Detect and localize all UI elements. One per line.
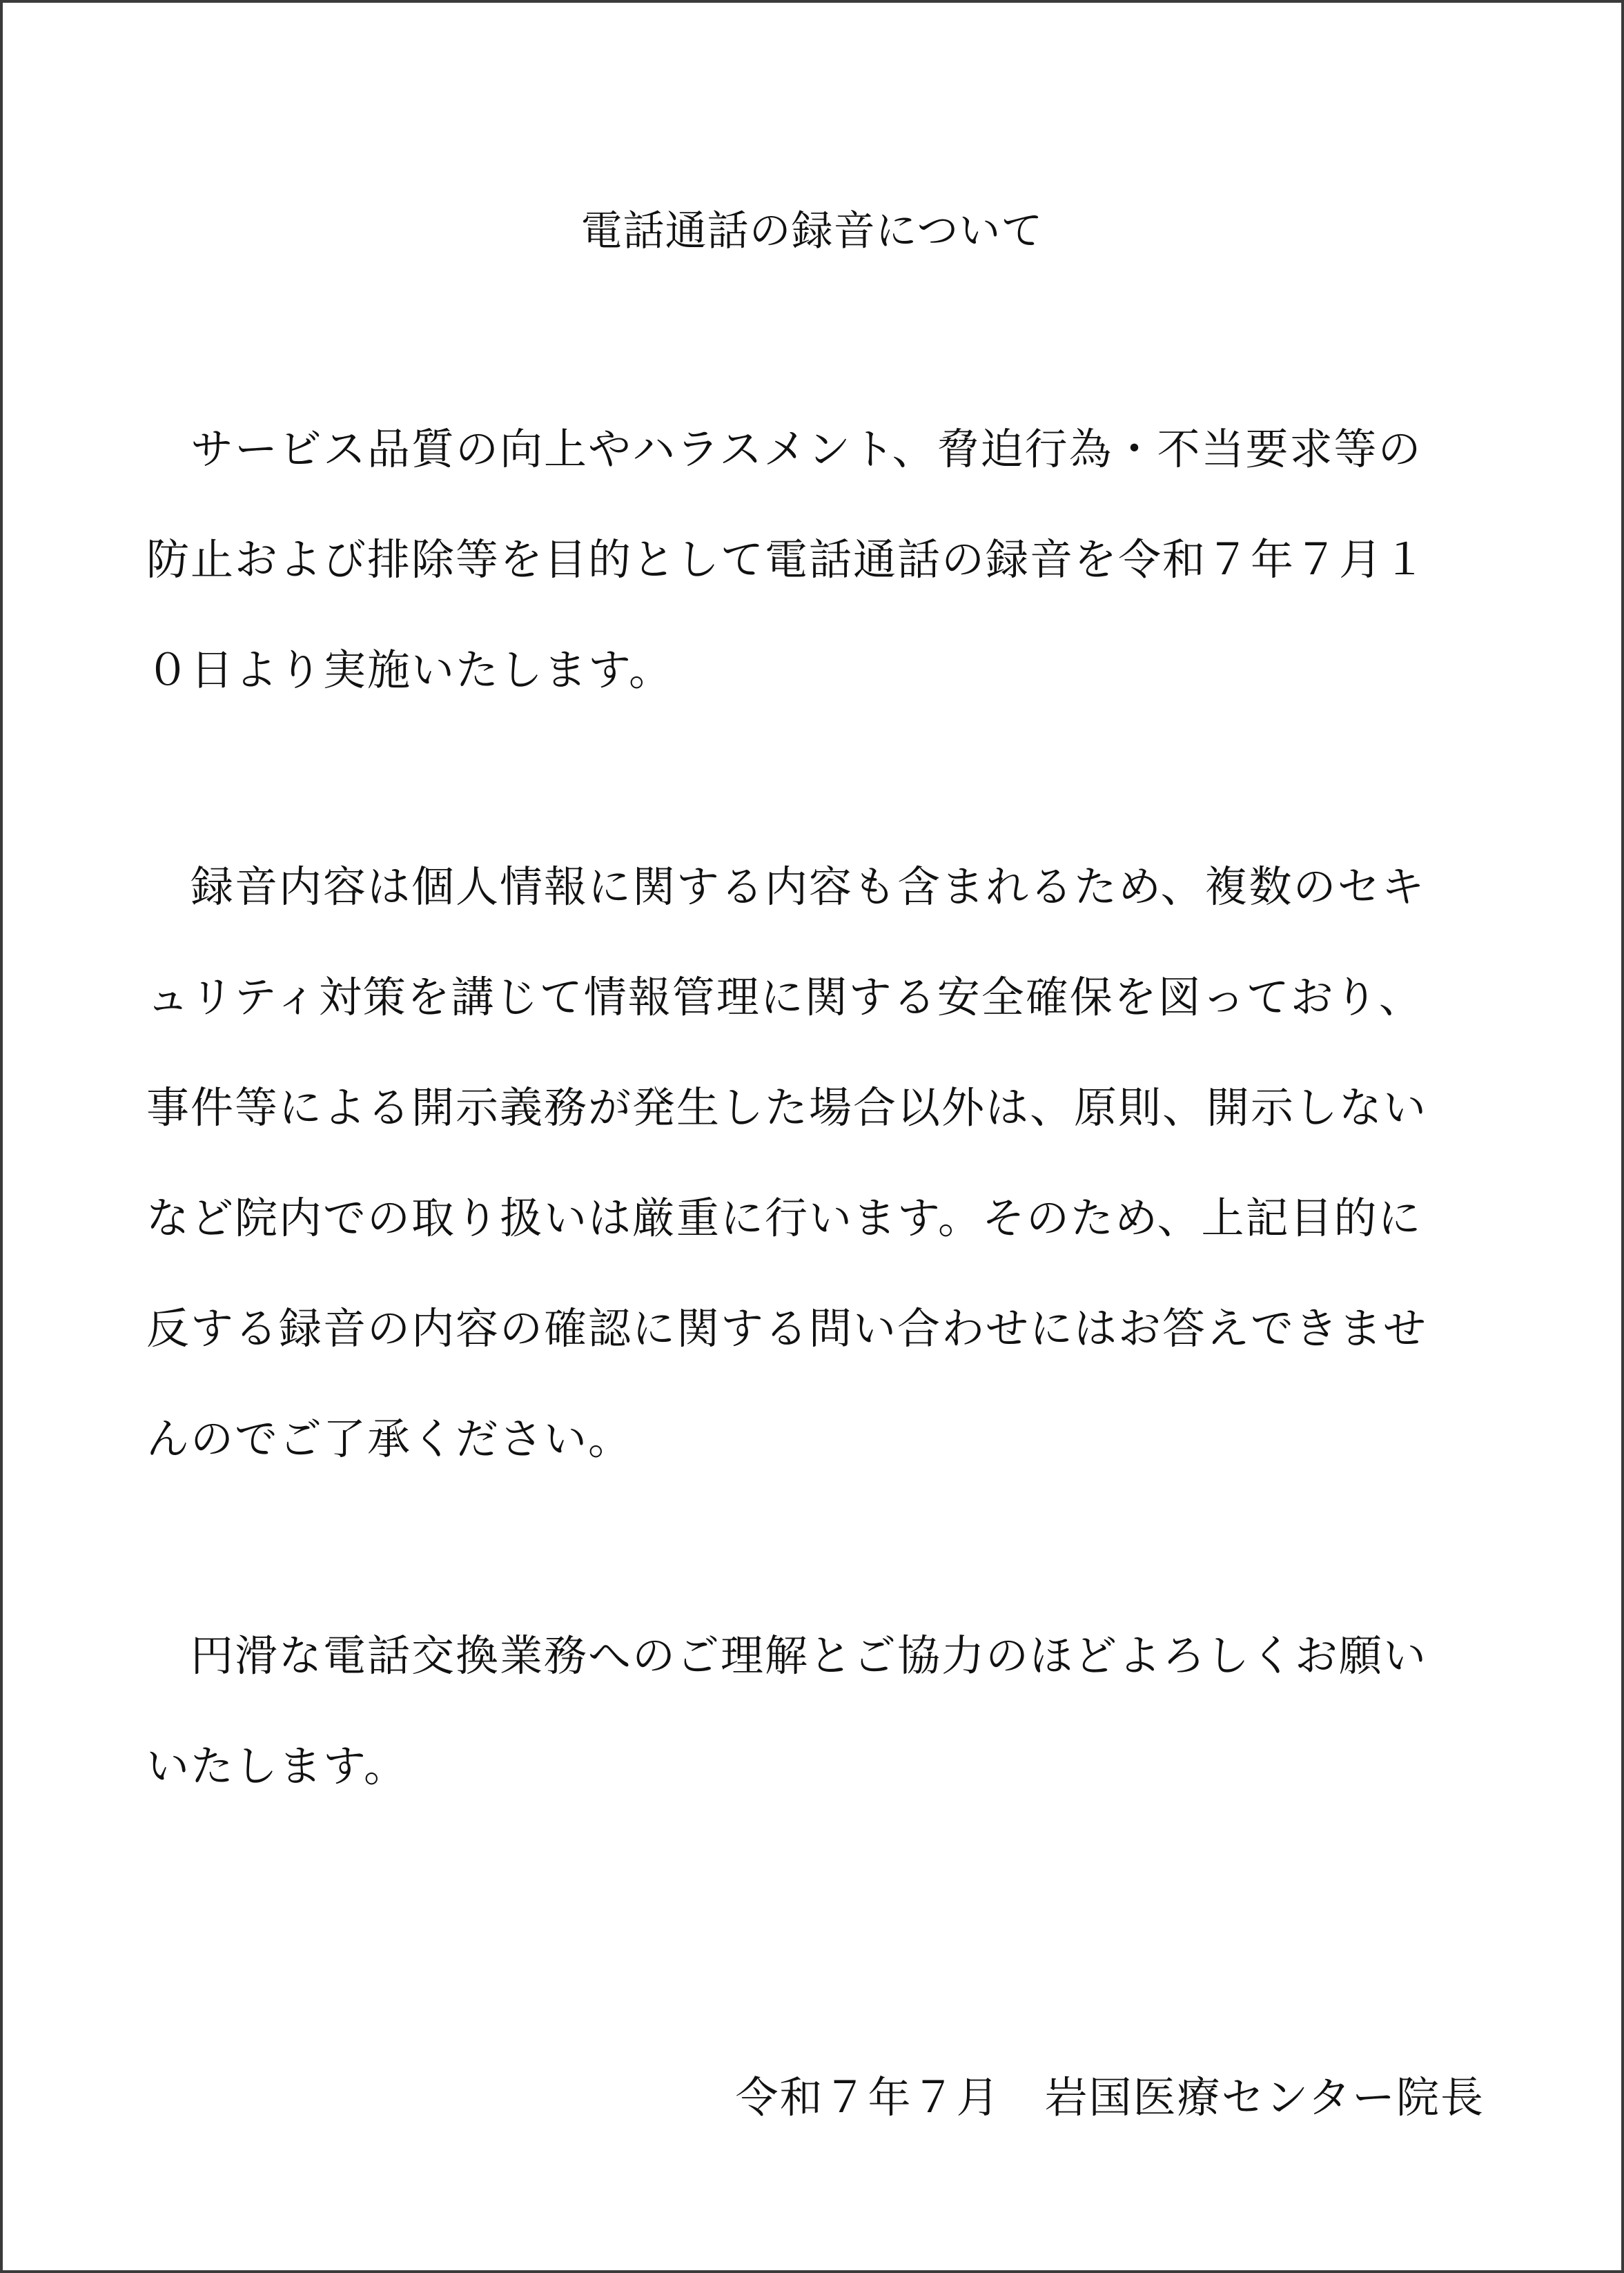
paragraph-2-line-5: 反する録音の内容の確認に関する問い合わせにはお答えできませ	[146, 1303, 1428, 1354]
paragraph-1-line-3: ０日より実施いたします。	[146, 645, 674, 695]
paragraph-1-line-1: サービス品質の向上やハラスメント、脅迫行為・不当要求等の	[146, 424, 1422, 474]
paragraph-3-line-2: いたします。	[146, 1741, 409, 1791]
paragraph-2-line-4: など院内での取り扱いは厳重に行います。そのため、上記目的に	[146, 1193, 1422, 1243]
paragraph-2-line-1: 録音内容は個人情報に関する内容も含まれるため、複数のセキ	[146, 861, 1426, 912]
paragraph-3-line-1: 円滑な電話交換業務へのご理解とご協力のほどよろしくお願い	[146, 1630, 1428, 1681]
signature-line: 令和７年７月 岩国医療センター院長	[735, 2072, 1485, 2123]
document-title: 電話通話の録音について	[580, 207, 1044, 255]
paragraph-2-line-2: ュリティ対策を講じて情報管理に関する安全確保を図っており、	[146, 972, 1423, 1022]
paragraph-1-line-2: 防止および排除等を目的として電話通話の録音を令和７年７月１	[146, 534, 1428, 585]
paragraph-2-line-3: 事件等による開示義務が発生した場合以外は、原則、開示しない	[146, 1082, 1428, 1133]
paragraph-2-line-6: んのでご了承ください。	[146, 1414, 633, 1464]
